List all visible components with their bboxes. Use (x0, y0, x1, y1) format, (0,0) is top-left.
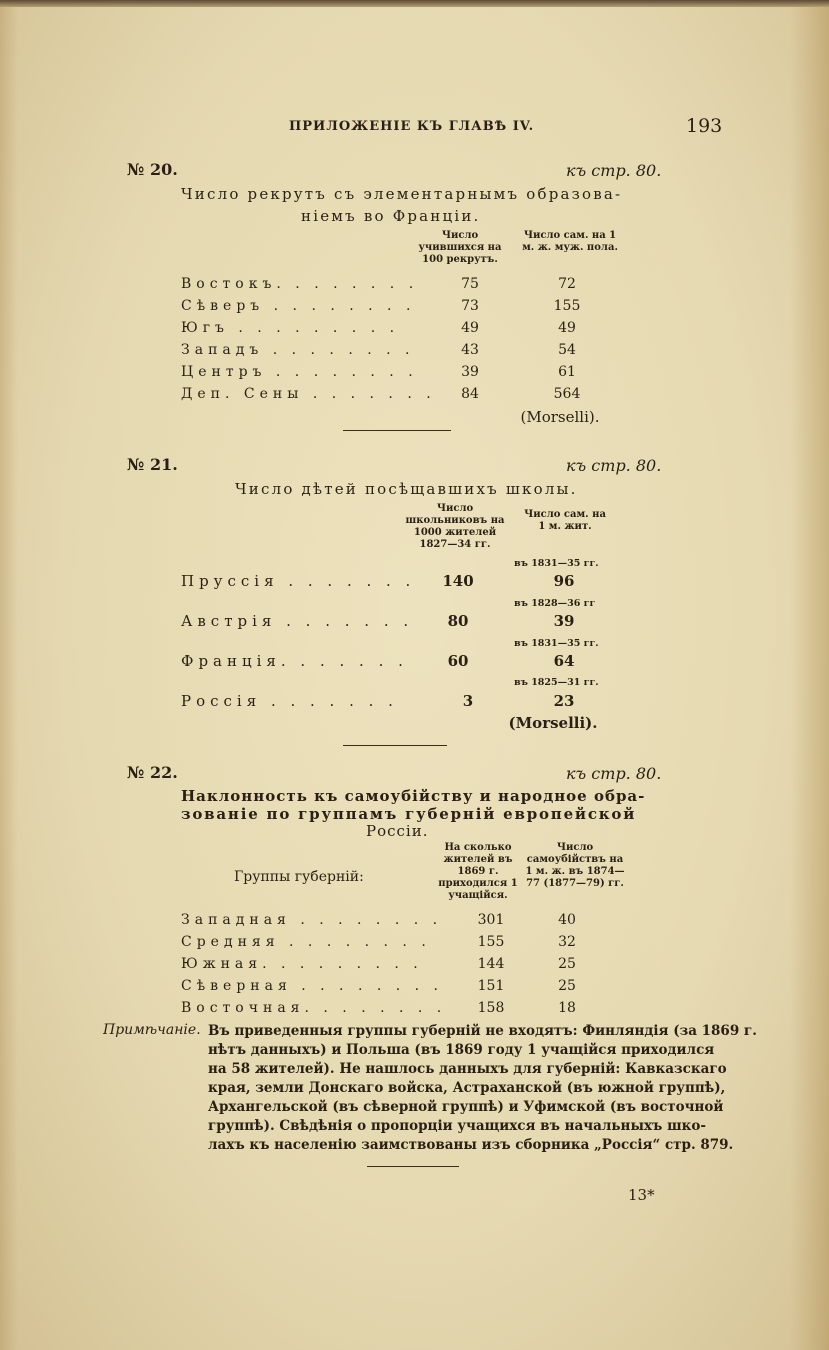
table-20-ref: къ стр. 80. (566, 161, 662, 180)
table-20-row-label: Сѣверъ . . . . . . . . (181, 298, 416, 314)
table-22-row-a: 151 (477, 978, 505, 994)
table-22-row-b: 40 (558, 912, 576, 928)
table-20-row-a: 43 (461, 342, 479, 358)
table-22-row-label: Средняя . . . . . . . . (181, 934, 431, 950)
table-21-row-a: 60 (447, 652, 469, 670)
table-20-col2-header: Число сам. на 1 м. ж. муж. пола. (522, 230, 618, 253)
table-21-row-a: 140 (442, 572, 474, 590)
table-22-row-label: Сѣверная . . . . . . . . (181, 978, 443, 994)
table-22-row-a: 155 (477, 934, 505, 950)
table-22-row-a: 144 (477, 956, 505, 972)
table-20-row-a: 39 (461, 364, 479, 380)
table-20-row-a: 75 (461, 276, 479, 292)
table-21-row-b: 39 (553, 612, 575, 630)
table-20-row-b: 61 (558, 364, 576, 380)
table-22-row-b: 32 (558, 934, 576, 950)
table-20-col1-header: Число учившихся на 100 рекрутъ. (418, 230, 502, 265)
table-21-ref: къ стр. 80. (566, 456, 662, 475)
page-number: 193 (686, 115, 723, 137)
note-line: группѣ). Свѣдѣнія о пропорціи учащихся въ начальныхъ шко- (208, 1118, 706, 1134)
table-22-col1-header: На сколько жителей въ 1869 г. приходился 1 учащійся. (438, 842, 518, 901)
table-22-row-a: 301 (477, 912, 505, 928)
table-21-col1-header: Число школьниковъ на 1000 жителей 1827—34 гг. (405, 503, 505, 550)
table-22-row-label: Южная. . . . . . . . . (181, 956, 423, 972)
table-21-row-label: Пруссія . . . . . . . (181, 572, 416, 590)
table-22-row-a: 158 (477, 1000, 505, 1016)
table-20-row-b: 155 (553, 298, 581, 314)
table-20-row-b: 72 (558, 276, 576, 292)
table-21-row-years: въ 1831—35 гг. (514, 558, 599, 569)
table-20-row-b: 49 (558, 320, 576, 336)
table-21-row-label: Австрія . . . . . . . (181, 612, 414, 630)
table-20-row-b: 54 (558, 342, 576, 358)
page-top-edge (0, 0, 829, 7)
table-21-row-years: въ 1825—31 гг. (514, 677, 599, 688)
note-line: лахъ къ населенію заимствованы изъ сборника „Россія“ стр. 879. (208, 1137, 734, 1153)
table-20-row-b: 564 (553, 386, 581, 402)
table-22-title-line2: зованіе по группамъ губерній европейской (181, 805, 637, 823)
table-20-row-label: Центръ . . . . . . . . (181, 364, 418, 380)
table-21-row-label: Россія . . . . . . . (181, 692, 398, 710)
note-label: Примѣчаніе. (103, 1022, 201, 1038)
table-22-row-b: 25 (558, 956, 576, 972)
table-21-row-b: 23 (553, 692, 575, 710)
table-21-row-b: 96 (553, 572, 575, 590)
table-22-row-label: Западная . . . . . . . . (181, 912, 443, 928)
table-20-row-a: 84 (461, 386, 479, 402)
table-22-row-b: 25 (558, 978, 576, 994)
note-line: края, земли Донскаго войска, Астраханской (въ южной группѣ), (208, 1080, 726, 1096)
table-21-row-b: 64 (553, 652, 575, 670)
table-21-row-label: Франція. . . . . . . (181, 652, 408, 670)
table-20-title-line2: ніемъ во Франціи. (301, 207, 481, 225)
table-21-rule (343, 745, 447, 746)
table-22-col2-header: Число самоубійствъ на 1 м. ж. въ 1874—77 (1877—79) гг. (525, 842, 625, 889)
table-22-number: № 22. (127, 763, 178, 782)
table-22-row-label: Восточная. . . . . . . . (181, 1000, 447, 1016)
table-20-number: № 20. (127, 160, 178, 179)
table-21-row-years: въ 1828—36 гг (514, 598, 596, 609)
table-20-row-label: Востокъ. . . . . . . . (181, 276, 419, 292)
table-20-row-a: 73 (461, 298, 479, 314)
table-20-title-line1: Число рекрутъ съ элементарнымъ образова- (181, 185, 623, 203)
table-21-row-a: 3 (462, 692, 474, 710)
table-21-col2-header: Число сам. на 1 м. жит. (524, 509, 606, 532)
table-22-row-header: Группы губерній: (234, 869, 364, 885)
table-22-row-b: 18 (558, 1000, 576, 1016)
table-20-row-label: Западъ . . . . . . . . (181, 342, 415, 358)
table-20-source: (Morselli). (520, 408, 600, 426)
table-21-source: (Morselli). (508, 714, 598, 732)
table-21-number: № 21. (127, 455, 178, 474)
table-22-ref: къ стр. 80. (566, 764, 662, 783)
note-line: на 58 жителей). Не нашлось данныхъ для губерній: Кавказскаго (208, 1061, 727, 1077)
table-22-title-line3: Россіи. (366, 822, 429, 840)
table-21-row-years: въ 1831—35 гг. (514, 638, 599, 649)
table-20-row-label: Югъ . . . . . . . . . (181, 320, 400, 336)
table-21-row-a: 80 (447, 612, 469, 630)
signature-mark: 13* (628, 1186, 655, 1204)
note-line: Въ приведенныя группы губерній не входятъ: Финляндія (за 1869 г. (208, 1023, 757, 1039)
table-22-title-line1: Наклонность къ самоубійству и народное обра- (181, 787, 646, 805)
note-line: Архангельской (въ сѣверной группѣ) и Уфимской (въ восточной (208, 1099, 724, 1115)
note-rule (367, 1166, 459, 1167)
table-20-row-a: 49 (461, 320, 479, 336)
running-header: ПРИЛОЖЕНІЕ КЪ ГЛАВѢ IV. (289, 119, 535, 134)
table-21-title: Число дѣтей посѣщавшихъ школы. (235, 480, 578, 498)
note-line: нѣтъ данныхъ) и Польша (въ 1869 году 1 учащійся приходился (208, 1042, 715, 1058)
table-20-rule (343, 430, 451, 431)
table-20-row-label: Деп. Сены . . . . . . . (181, 386, 436, 402)
